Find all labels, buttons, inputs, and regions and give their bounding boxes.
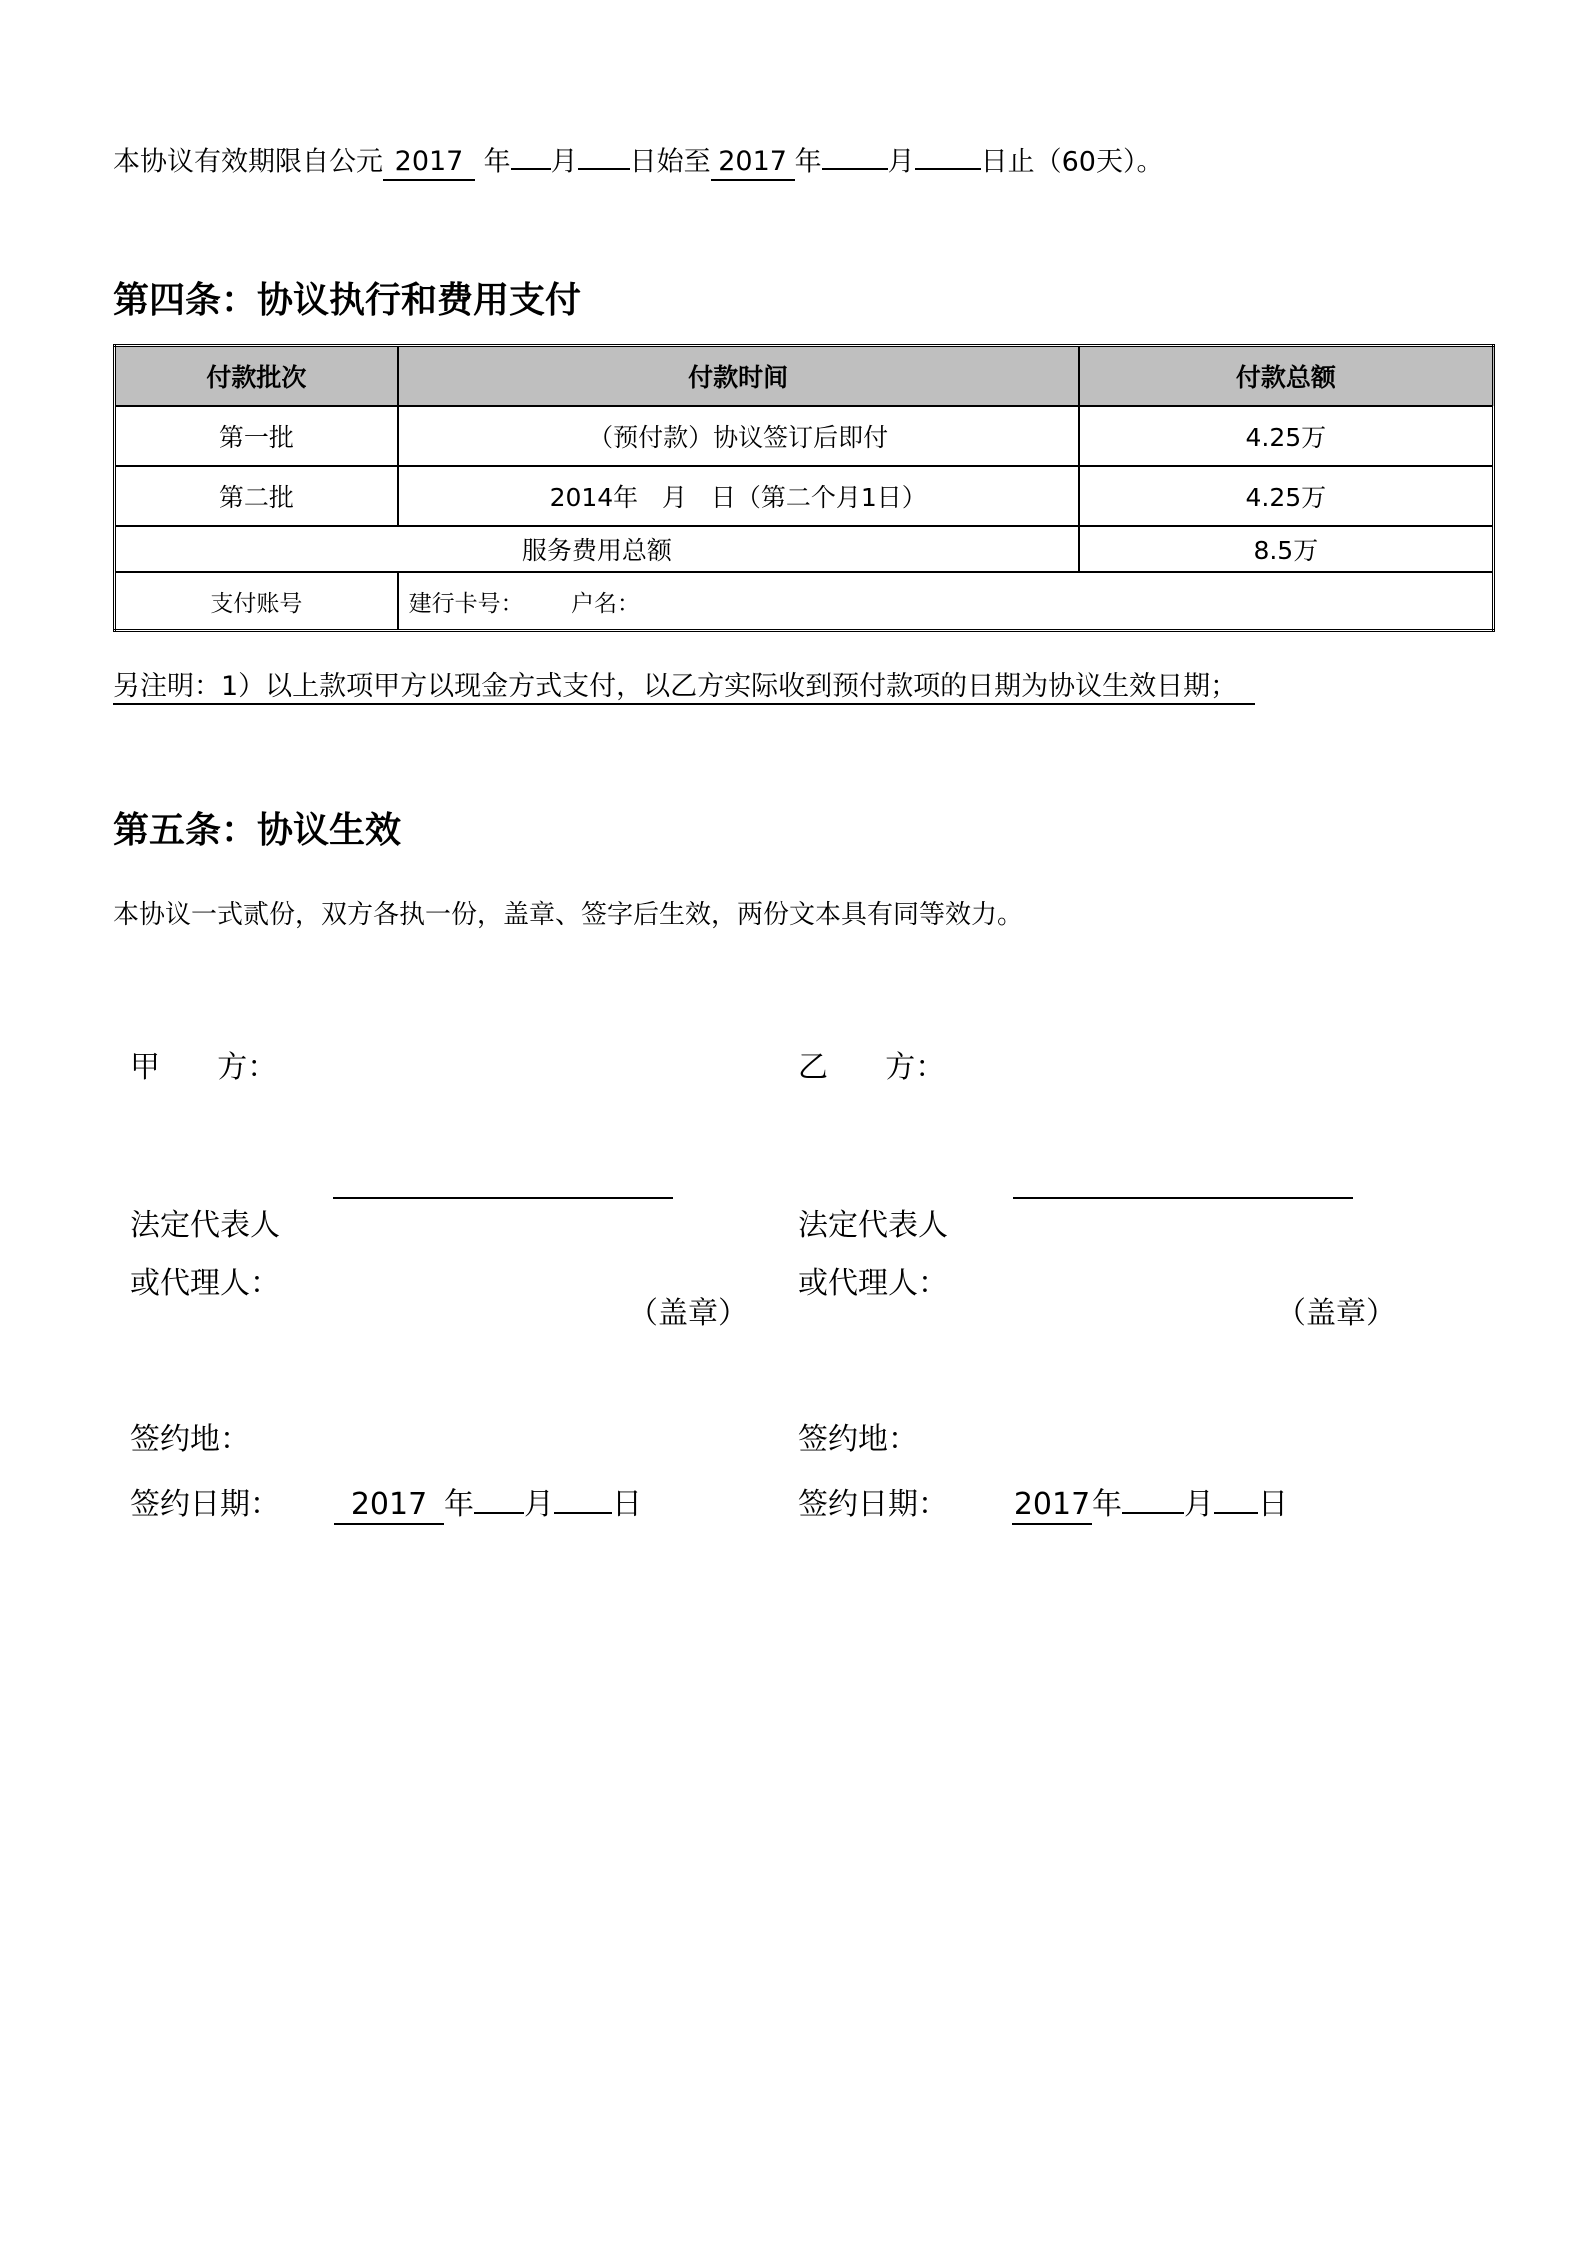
row2-batch: 第二批 bbox=[115, 466, 398, 526]
validity-end-year-char: 年 bbox=[794, 146, 822, 178]
party-a-rep-line2: 或代理人： bbox=[130, 1266, 280, 1301]
party-a-seal: （盖章） bbox=[628, 1296, 748, 1331]
party-b-rep-line2: 或代理人： bbox=[798, 1266, 948, 1301]
validity-end-year: 2017 bbox=[711, 146, 795, 180]
row1-batch: 第一批 bbox=[115, 406, 398, 466]
party-a-signature-line bbox=[333, 1197, 673, 1199]
table-row bbox=[115, 406, 1494, 466]
party-b-month-blank bbox=[1122, 1476, 1184, 1514]
table-row bbox=[115, 466, 1494, 526]
account-name: 户名： bbox=[570, 590, 640, 617]
party-a-date-label: 签约日期： bbox=[130, 1487, 280, 1522]
table-header-row bbox=[115, 346, 1494, 407]
party-b-date bbox=[798, 1476, 1288, 1525]
table-account-row bbox=[115, 572, 1494, 631]
row1-time: （预付款）协议签订后即付 bbox=[398, 406, 1079, 466]
party-b-day-char: 日 bbox=[1258, 1487, 1288, 1522]
table-total-row bbox=[115, 526, 1494, 572]
row2-amount: 4.25万 bbox=[1079, 466, 1494, 526]
payment-table bbox=[113, 344, 1495, 632]
party-a-month-blank bbox=[474, 1476, 524, 1514]
account-label: 支付账号 bbox=[115, 572, 398, 631]
party-b-date-label: 签约日期： bbox=[798, 1487, 948, 1522]
validity-end-day-blank bbox=[915, 136, 981, 170]
party-b-rep-line1: 法定代表人 bbox=[798, 1208, 948, 1243]
validity-line bbox=[113, 136, 1163, 181]
payment-note bbox=[113, 664, 1255, 705]
validity-end-month-blank bbox=[822, 136, 888, 170]
validity-start-month-blank bbox=[511, 136, 551, 170]
validity-start-year: 2017 bbox=[383, 146, 475, 180]
party-a-rep-line1: 法定代表人 bbox=[130, 1208, 280, 1243]
party-a-day-char: 日 bbox=[612, 1487, 642, 1522]
party-a-label: 甲 方： bbox=[130, 1050, 278, 1085]
party-b-year-char: 年 bbox=[1092, 1487, 1122, 1522]
total-amount: 8.5万 bbox=[1079, 526, 1494, 572]
party-b-day-blank bbox=[1214, 1476, 1258, 1514]
validity-month-char: 月 bbox=[550, 146, 578, 178]
payment-note-text: 另注明：1）以上款项甲方以现金方式支付，以乙方实际收到预付款项的日期为协议生效日期； bbox=[113, 671, 1238, 702]
party-a-day-blank bbox=[554, 1476, 612, 1514]
party-b-seal: （盖章） bbox=[1276, 1296, 1396, 1331]
party-b-month-char: 月 bbox=[1184, 1487, 1214, 1522]
party-b-date-year: 2017 bbox=[1012, 1487, 1092, 1525]
party-a-month-char: 月 bbox=[524, 1487, 554, 1522]
party-a-date bbox=[130, 1476, 642, 1525]
validity-start-day-blank bbox=[578, 136, 630, 170]
account-details bbox=[398, 572, 1494, 631]
total-label: 服务费用总额 bbox=[115, 526, 1079, 572]
header-amount: 付款总额 bbox=[1079, 346, 1494, 407]
validity-suffix: 日止（60天）。 bbox=[980, 146, 1164, 178]
validity-prefix: 本协议有效期限自公元 bbox=[113, 146, 383, 178]
party-b-place: 签约地： bbox=[798, 1422, 918, 1457]
validity-year-char: 年 bbox=[483, 146, 511, 178]
party-b-label: 乙 方： bbox=[798, 1050, 946, 1085]
row1-amount: 4.25万 bbox=[1079, 406, 1494, 466]
row2-time: 2014年 月 日（第二个月1日） bbox=[398, 466, 1079, 526]
account-card: 建行卡号： bbox=[408, 590, 524, 617]
validity-end-month-char: 月 bbox=[887, 146, 915, 178]
party-a-place: 签约地： bbox=[130, 1422, 250, 1457]
article5-title: 第五条：协议生效 bbox=[113, 810, 402, 851]
party-a-year-char: 年 bbox=[444, 1487, 474, 1522]
party-b-signature-line bbox=[1013, 1197, 1353, 1199]
party-a-date-year: 2017 bbox=[334, 1487, 444, 1525]
article4-title: 第四条：协议执行和费用支付 bbox=[113, 280, 582, 321]
header-batch: 付款批次 bbox=[115, 346, 398, 407]
header-time: 付款时间 bbox=[398, 346, 1079, 407]
validity-day-start: 日始至 bbox=[629, 146, 711, 178]
article5-body: 本协议一式贰份，双方各执一份，盖章、签字后生效，两份文本具有同等效力。 bbox=[113, 900, 1024, 930]
